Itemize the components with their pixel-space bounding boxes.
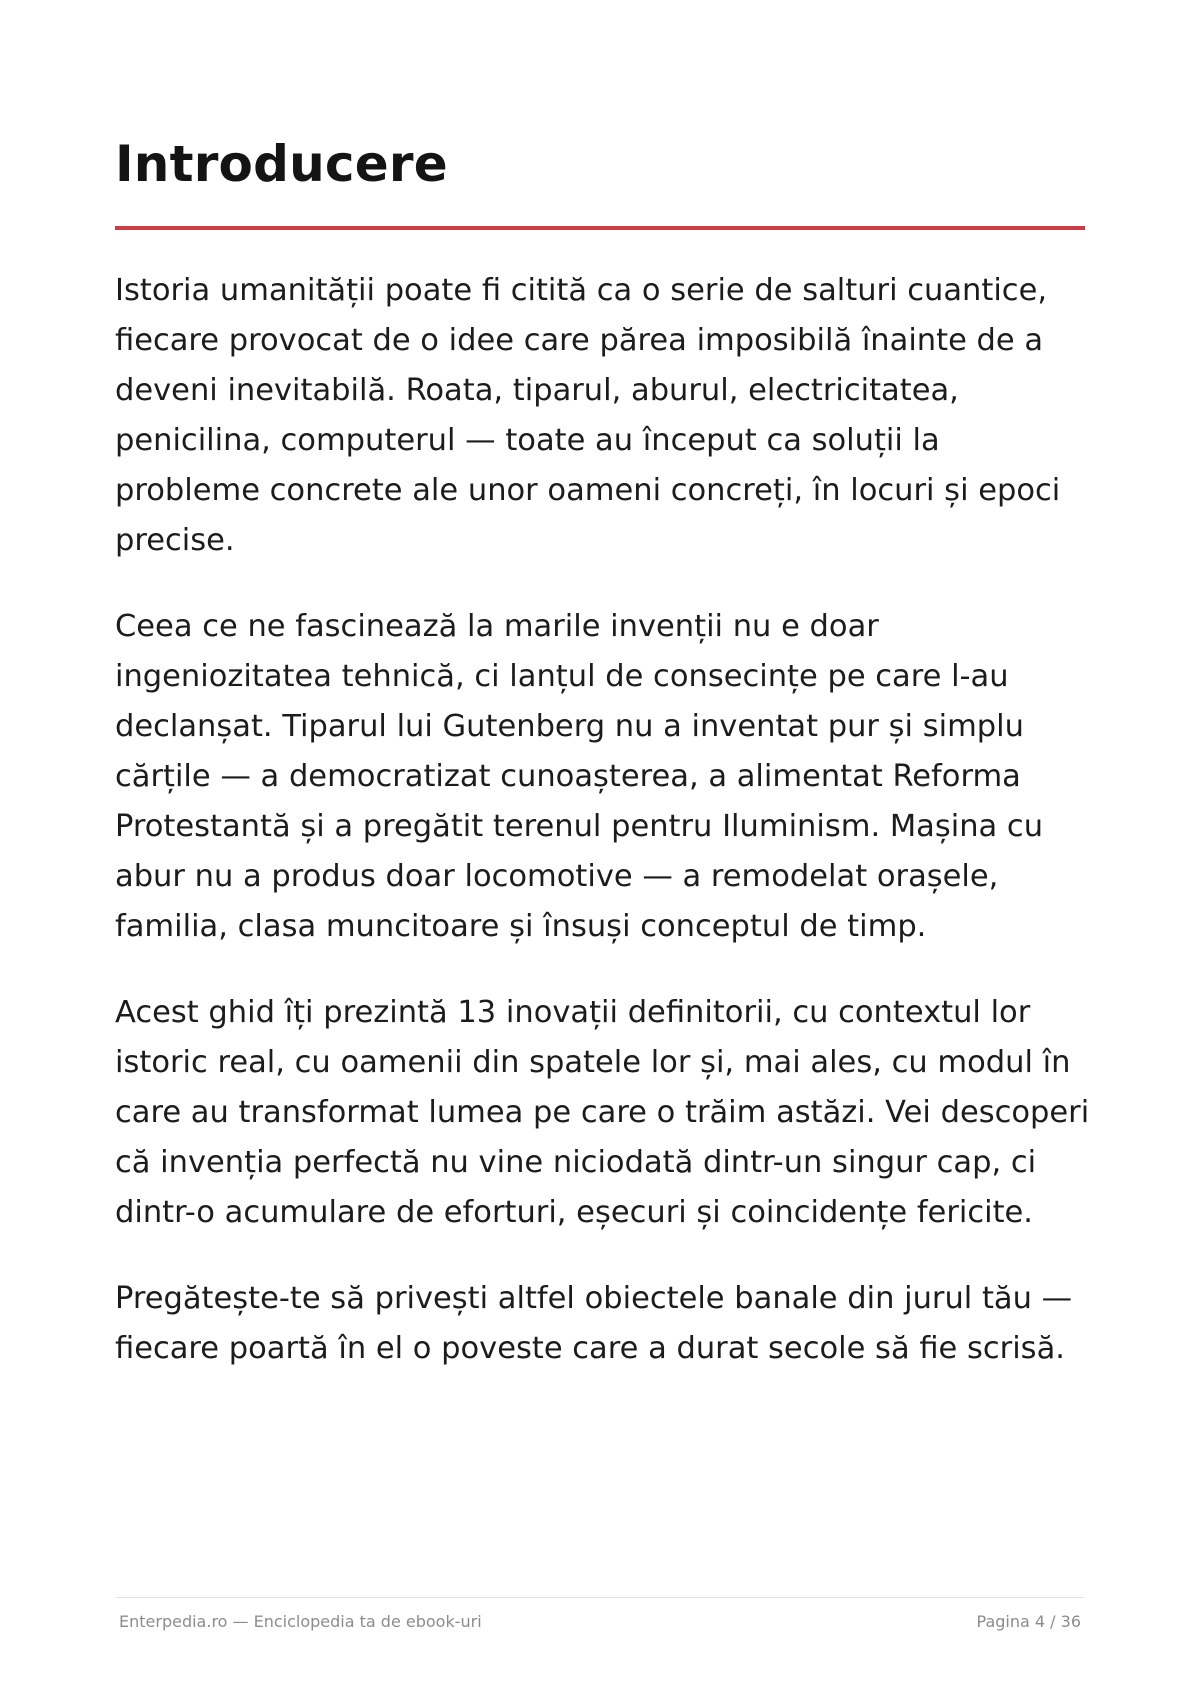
page-title: Introducere [115,135,448,193]
footer-site-label: Enterpedia.ro — Enciclopedia ta de ebook-uri [119,1612,482,1631]
paragraph-4: Pregătește-te să privești altfel obiectele banale din jurul tău — fiecare poartă în el o poveste care a durat secole să fie scrisă. [115,1281,1073,1366]
document-page [115,0,1090,1683]
body-text [115,266,1090,1410]
footer-divider [115,1597,1085,1598]
paragraph-2: Ceea ce ne fascinează la marile invenții nu e doar ingeniozitatea tehnică, ci lanțul de consecințe pe care l-au declanșat. Tiparul lui Gutenberg nu a inventat pur și simplu cărțile — a democratizat cunoașterea, a alimentat Reforma Protestantă și a pregătit terenul pentru Iluminism. Mașina cu abur nu a produs doar locomotive — a remodelat orașele, familia, clasa muncitoare și însuși conceptul de timp. [115,609,1044,944]
paragraph-3: Acest ghid îți prezintă 13 inovații definitorii, cu contextul lor istoric real, cu oamenii din spatele lor și, mai ales, cu modul în care au transformat lumea pe care o trăim astăzi. Vei descoperi că invenția perfectă nu vine niciodată dintr-un singur cap, ci dintr-o acumulare de eforturi, eșecuri și coincidențe fericite. [115,995,1090,1230]
paragraph-1: Istoria umanității poate fi citită ca o serie de salturi cuantice, fiecare provocat de o idee care părea imposibilă înainte de a deveni inevitabilă. Roata, tiparul, aburul, electricitatea, penicilina, computerul — toate au început ca soluții la probleme concrete ale unor oameni concreți, în locuri și epoci precise. [115,273,1061,558]
footer-page-number: Pagina 4 / 36 [976,1612,1081,1631]
title-divider [115,226,1085,230]
page-footer [119,1612,1081,1632]
